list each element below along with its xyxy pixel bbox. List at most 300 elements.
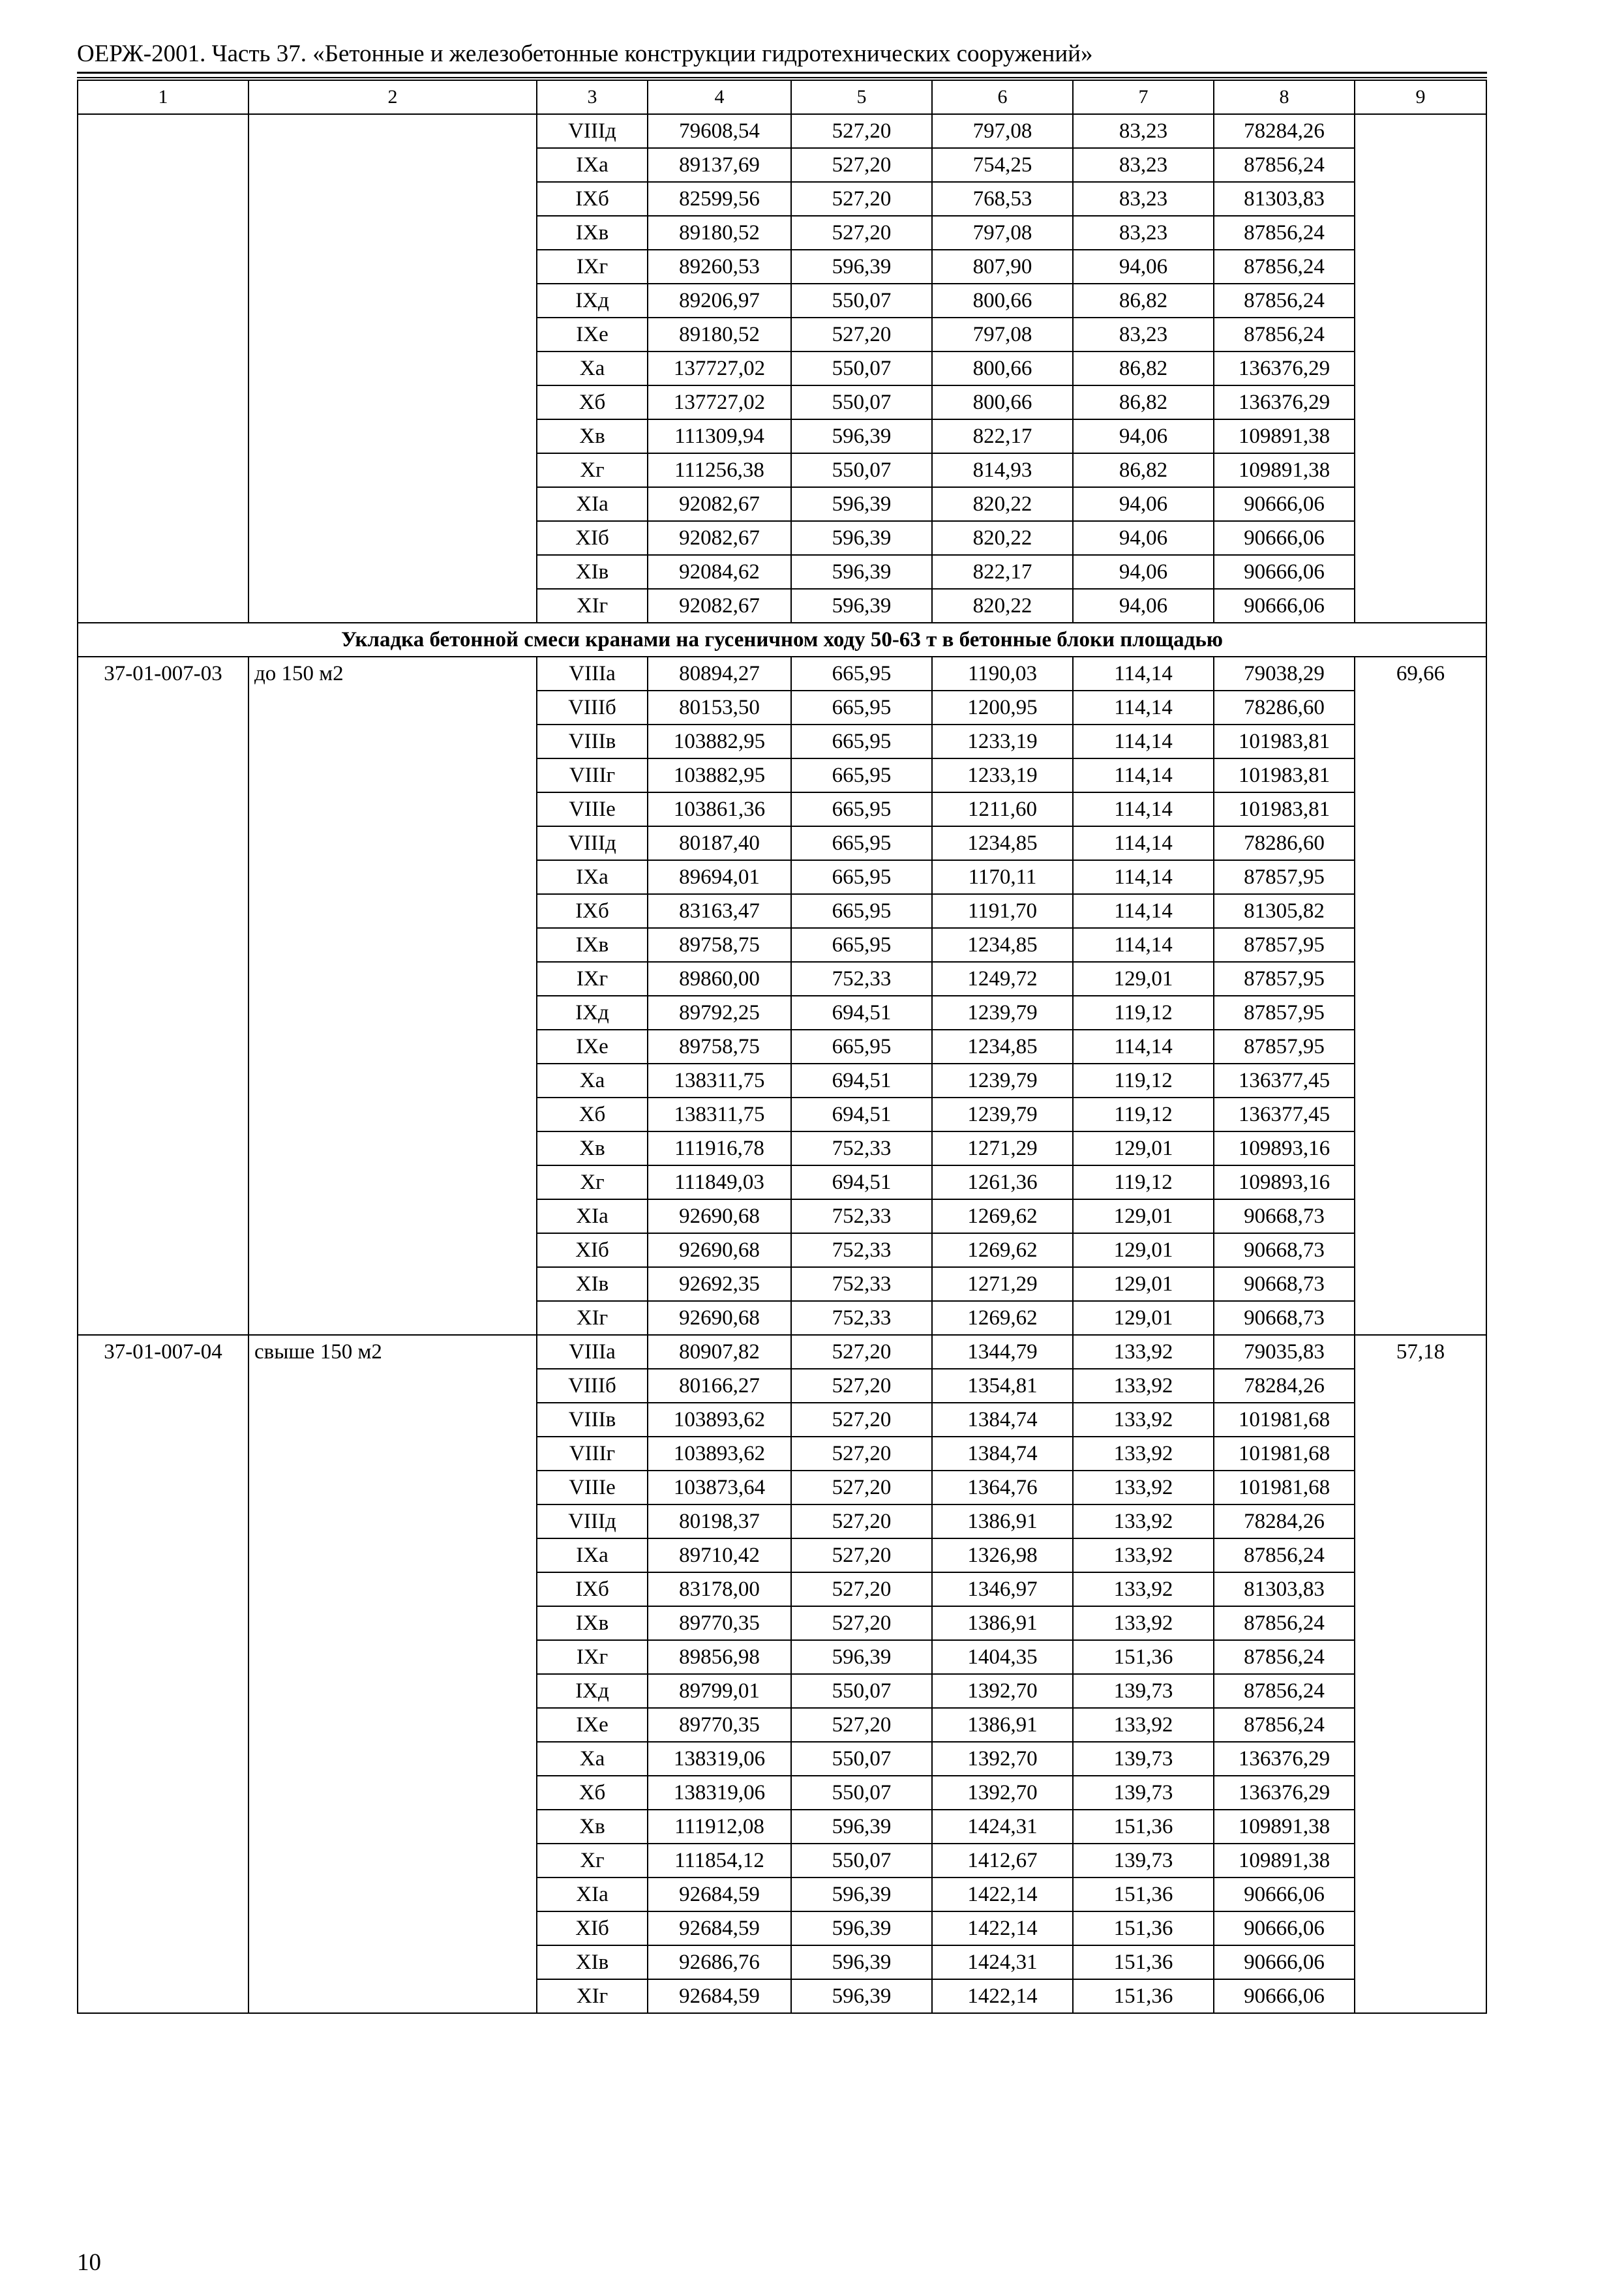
code-cell: 37-01-007-04 <box>78 1335 248 2013</box>
code-cell: 37-01-007-03 <box>78 657 248 1335</box>
col8-cell: 78284,26 <box>1214 114 1355 148</box>
class-cell: VIIIа <box>537 657 648 691</box>
col4-cell: 92684,59 <box>648 1911 791 1945</box>
col7-cell: 129,01 <box>1073 962 1214 996</box>
col5-cell: 694,51 <box>791 1165 932 1199</box>
col4-cell: 89799,01 <box>648 1674 791 1708</box>
class-cell: IXг <box>537 250 648 284</box>
col7-cell: 83,23 <box>1073 114 1214 148</box>
col6-cell: 1239,79 <box>932 1064 1073 1098</box>
col6-cell: 1404,35 <box>932 1640 1073 1674</box>
col6-cell: 754,25 <box>932 148 1073 182</box>
col8-cell: 87856,24 <box>1214 250 1355 284</box>
col8-cell: 109891,38 <box>1214 453 1355 487</box>
column-numbers-row <box>78 80 1486 114</box>
col5-cell: 596,39 <box>791 1979 932 2013</box>
col8-cell: 109891,38 <box>1214 1844 1355 1878</box>
class-cell: Xб <box>537 1098 648 1131</box>
col7-cell: 114,14 <box>1073 725 1214 758</box>
col7-cell: 133,92 <box>1073 1403 1214 1437</box>
col6-cell: 1190,03 <box>932 657 1073 691</box>
class-cell: XIг <box>537 1301 648 1335</box>
col8-cell: 109893,16 <box>1214 1131 1355 1165</box>
price-table <box>77 80 1487 2014</box>
col6-cell: 822,17 <box>932 555 1073 589</box>
col5-cell: 665,95 <box>791 792 932 826</box>
name-cell: до 150 м2 <box>248 657 537 1335</box>
col7-cell: 151,36 <box>1073 1979 1214 2013</box>
col8-cell: 87857,95 <box>1214 928 1355 962</box>
col4-cell: 92684,59 <box>648 1979 791 2013</box>
class-cell: IXв <box>537 216 648 250</box>
col6-cell: 1234,85 <box>932 826 1073 860</box>
col6-cell: 1392,70 <box>932 1674 1073 1708</box>
class-cell: IXа <box>537 148 648 182</box>
col8-cell: 78286,60 <box>1214 826 1355 860</box>
col7-cell: 83,23 <box>1073 318 1214 352</box>
col6-cell: 822,17 <box>932 419 1073 453</box>
class-cell: Xб <box>537 1776 648 1810</box>
col7-cell: 151,36 <box>1073 1878 1214 1911</box>
col5-cell: 665,95 <box>791 725 932 758</box>
col7-cell: 83,23 <box>1073 182 1214 216</box>
col6-cell: 800,66 <box>932 352 1073 385</box>
col6-cell: 1384,74 <box>932 1437 1073 1471</box>
col6-cell: 1392,70 <box>932 1776 1073 1810</box>
col8-cell: 136376,29 <box>1214 1742 1355 1776</box>
col5-cell: 596,39 <box>791 1640 932 1674</box>
col8-cell: 136376,29 <box>1214 385 1355 419</box>
col5-cell: 550,07 <box>791 284 932 318</box>
col7-cell: 129,01 <box>1073 1301 1214 1335</box>
col5-cell: 596,39 <box>791 1911 932 1945</box>
class-cell: Xг <box>537 1844 648 1878</box>
col5-cell: 596,39 <box>791 419 932 453</box>
col5-cell: 527,20 <box>791 1504 932 1538</box>
col4-cell: 82599,56 <box>648 182 791 216</box>
col6-cell: 1249,72 <box>932 962 1073 996</box>
col7-cell: 114,14 <box>1073 1030 1214 1064</box>
class-cell: IXб <box>537 182 648 216</box>
col5-cell: 596,39 <box>791 1878 932 1911</box>
col7-cell: 94,06 <box>1073 521 1214 555</box>
col8-cell: 90668,73 <box>1214 1301 1355 1335</box>
col6-cell: 800,66 <box>932 284 1073 318</box>
col4-cell: 103873,64 <box>648 1471 791 1504</box>
col5-cell: 596,39 <box>791 555 932 589</box>
col7-cell: 129,01 <box>1073 1199 1214 1233</box>
col4-cell: 89694,01 <box>648 860 791 894</box>
col5-cell: 596,39 <box>791 1945 932 1979</box>
col6-cell: 1326,98 <box>932 1538 1073 1572</box>
col7-cell: 94,06 <box>1073 487 1214 521</box>
col8-cell: 81303,83 <box>1214 182 1355 216</box>
col7-cell: 114,14 <box>1073 691 1214 725</box>
col8-cell: 87857,95 <box>1214 962 1355 996</box>
col7-cell: 114,14 <box>1073 657 1214 691</box>
col6-cell: 807,90 <box>932 250 1073 284</box>
col8-cell: 87856,24 <box>1214 148 1355 182</box>
col7-cell: 114,14 <box>1073 860 1214 894</box>
col4-cell: 89260,53 <box>648 250 791 284</box>
col4-cell: 80153,50 <box>648 691 791 725</box>
col6-cell: 1344,79 <box>932 1335 1073 1369</box>
col8-cell: 78286,60 <box>1214 691 1355 725</box>
col8-cell: 87856,24 <box>1214 216 1355 250</box>
col6-cell: 1422,14 <box>932 1911 1073 1945</box>
col5-cell: 694,51 <box>791 1098 932 1131</box>
col6-cell: 1269,62 <box>932 1301 1073 1335</box>
col4-cell: 138311,75 <box>648 1064 791 1098</box>
col4-cell: 92690,68 <box>648 1199 791 1233</box>
col8-cell: 101983,81 <box>1214 792 1355 826</box>
col4-cell: 111916,78 <box>648 1131 791 1165</box>
column-number-cell: 8 <box>1214 80 1355 114</box>
col8-cell: 109893,16 <box>1214 1165 1355 1199</box>
class-cell: XIв <box>537 1945 648 1979</box>
col6-cell: 1191,70 <box>932 894 1073 928</box>
col5-cell: 550,07 <box>791 1674 932 1708</box>
class-cell: VIIIб <box>537 691 648 725</box>
column-number-cell: 5 <box>791 80 932 114</box>
col6-cell: 797,08 <box>932 318 1073 352</box>
column-number-cell: 9 <box>1355 80 1486 114</box>
document-header-title: ОЕРЖ-2001. Часть 37. «Бетонные и железобетонные конструкции гидротехнических сооружений» <box>77 40 1093 67</box>
class-cell: IXб <box>537 1572 648 1606</box>
col7-cell: 114,14 <box>1073 758 1214 792</box>
col4-cell: 111854,12 <box>648 1844 791 1878</box>
class-cell: Xг <box>537 1165 648 1199</box>
col4-cell: 137727,02 <box>648 352 791 385</box>
class-cell: Xв <box>537 1131 648 1165</box>
col5-cell: 694,51 <box>791 996 932 1030</box>
class-cell: IXе <box>537 1708 648 1742</box>
col8-cell: 136377,45 <box>1214 1098 1355 1131</box>
header-rule <box>77 72 1487 74</box>
class-cell: VIIIд <box>537 826 648 860</box>
class-cell: Xа <box>537 352 648 385</box>
col6-cell: 797,08 <box>932 114 1073 148</box>
col8-cell: 87856,24 <box>1214 1674 1355 1708</box>
col6-cell: 1364,76 <box>932 1471 1073 1504</box>
col8-cell: 90666,06 <box>1214 521 1355 555</box>
col4-cell: 92686,76 <box>648 1945 791 1979</box>
col5-cell: 527,20 <box>791 1403 932 1437</box>
col6-cell: 1261,36 <box>932 1165 1073 1199</box>
col7-cell: 119,12 <box>1073 1165 1214 1199</box>
col6-cell: 1234,85 <box>932 1030 1073 1064</box>
col6-cell: 1269,62 <box>932 1233 1073 1267</box>
col4-cell: 138319,06 <box>648 1742 791 1776</box>
col5-cell: 752,33 <box>791 1233 932 1267</box>
col7-cell: 119,12 <box>1073 996 1214 1030</box>
col6-cell: 1239,79 <box>932 996 1073 1030</box>
col5-cell: 527,20 <box>791 1471 932 1504</box>
col4-cell: 89770,35 <box>648 1708 791 1742</box>
col8-cell: 87857,95 <box>1214 996 1355 1030</box>
col4-cell: 137727,02 <box>648 385 791 419</box>
col5-cell: 527,20 <box>791 1606 932 1640</box>
col6-cell: 1346,97 <box>932 1572 1073 1606</box>
code-cell <box>78 114 248 623</box>
col7-cell: 133,92 <box>1073 1538 1214 1572</box>
col8-cell: 87856,24 <box>1214 1606 1355 1640</box>
col5-cell: 752,33 <box>791 1199 932 1233</box>
class-cell: Xг <box>537 453 648 487</box>
col4-cell: 111849,03 <box>648 1165 791 1199</box>
class-cell: IXб <box>537 894 648 928</box>
class-cell: XIб <box>537 1233 648 1267</box>
col4-cell: 89206,97 <box>648 284 791 318</box>
col4-cell: 92684,59 <box>648 1878 791 1911</box>
col7-cell: 86,82 <box>1073 453 1214 487</box>
col6-cell: 1211,60 <box>932 792 1073 826</box>
col7-cell: 133,92 <box>1073 1471 1214 1504</box>
col4-cell: 138311,75 <box>648 1098 791 1131</box>
page-number: 10 <box>77 2249 101 2276</box>
class-cell: IXд <box>537 1674 648 1708</box>
col4-cell: 92692,35 <box>648 1267 791 1301</box>
col5-cell: 596,39 <box>791 250 932 284</box>
col7-cell: 83,23 <box>1073 216 1214 250</box>
col8-cell: 79038,29 <box>1214 657 1355 691</box>
col8-cell: 136376,29 <box>1214 1776 1355 1810</box>
col7-cell: 114,14 <box>1073 894 1214 928</box>
col7-cell: 119,12 <box>1073 1064 1214 1098</box>
class-cell: XIв <box>537 555 648 589</box>
col6-cell: 1233,19 <box>932 725 1073 758</box>
col7-cell: 133,92 <box>1073 1369 1214 1403</box>
class-cell: XIг <box>537 589 648 623</box>
col5-cell: 596,39 <box>791 521 932 555</box>
col8-cell: 79035,83 <box>1214 1335 1355 1369</box>
col5-cell: 665,95 <box>791 860 932 894</box>
col6-cell: 1233,19 <box>932 758 1073 792</box>
col4-cell: 92690,68 <box>648 1233 791 1267</box>
col4-cell: 79608,54 <box>648 114 791 148</box>
col8-cell: 101981,68 <box>1214 1471 1355 1504</box>
col8-cell: 101981,68 <box>1214 1437 1355 1471</box>
col7-cell: 151,36 <box>1073 1945 1214 1979</box>
col4-cell: 92082,67 <box>648 589 791 623</box>
col5-cell: 527,20 <box>791 1335 932 1369</box>
col8-cell: 90666,06 <box>1214 589 1355 623</box>
col4-cell: 103882,95 <box>648 725 791 758</box>
col7-cell: 114,14 <box>1073 792 1214 826</box>
col8-cell: 87857,95 <box>1214 860 1355 894</box>
col5-cell: 752,33 <box>791 962 932 996</box>
col6-cell: 768,53 <box>932 182 1073 216</box>
class-cell: VIIIд <box>537 114 648 148</box>
col6-cell: 1386,91 <box>932 1606 1073 1640</box>
col5-cell: 527,20 <box>791 114 932 148</box>
column-number-cell: 4 <box>648 80 791 114</box>
col6-cell: 1269,62 <box>932 1199 1073 1233</box>
class-cell: XIа <box>537 487 648 521</box>
col5-cell: 665,95 <box>791 928 932 962</box>
col9-cell <box>1355 114 1486 623</box>
col4-cell: 80907,82 <box>648 1335 791 1369</box>
col8-cell: 101981,68 <box>1214 1403 1355 1437</box>
col6-cell: 1354,81 <box>932 1369 1073 1403</box>
class-cell: Xв <box>537 1810 648 1844</box>
col8-cell: 81305,82 <box>1214 894 1355 928</box>
col7-cell: 114,14 <box>1073 826 1214 860</box>
col4-cell: 111309,94 <box>648 419 791 453</box>
col7-cell: 139,73 <box>1073 1776 1214 1810</box>
col4-cell: 80894,27 <box>648 657 791 691</box>
class-cell: IXе <box>537 1030 648 1064</box>
col8-cell: 136376,29 <box>1214 352 1355 385</box>
col8-cell: 90666,06 <box>1214 487 1355 521</box>
class-cell: IXв <box>537 928 648 962</box>
col5-cell: 694,51 <box>791 1064 932 1098</box>
column-number-cell: 3 <box>537 80 648 114</box>
col4-cell: 83163,47 <box>648 894 791 928</box>
col7-cell: 129,01 <box>1073 1233 1214 1267</box>
class-cell: IXа <box>537 860 648 894</box>
class-cell: IXд <box>537 284 648 318</box>
class-cell: XIв <box>537 1267 648 1301</box>
col5-cell: 665,95 <box>791 691 932 725</box>
column-number-cell: 7 <box>1073 80 1214 114</box>
col8-cell: 81303,83 <box>1214 1572 1355 1606</box>
col6-cell: 797,08 <box>932 216 1073 250</box>
col6-cell: 820,22 <box>932 487 1073 521</box>
col6-cell: 1424,31 <box>932 1945 1073 1979</box>
class-cell: VIIIг <box>537 1437 648 1471</box>
table-row <box>78 1335 1486 1369</box>
col8-cell: 90666,06 <box>1214 1945 1355 1979</box>
col4-cell: 92690,68 <box>648 1301 791 1335</box>
col4-cell: 92084,62 <box>648 555 791 589</box>
class-cell: IXг <box>537 1640 648 1674</box>
class-cell: XIа <box>537 1878 648 1911</box>
col7-cell: 151,36 <box>1073 1810 1214 1844</box>
column-number-cell: 2 <box>248 80 537 114</box>
class-cell: VIIIг <box>537 758 648 792</box>
class-cell: VIIIа <box>537 1335 648 1369</box>
table-row <box>78 657 1486 691</box>
col8-cell: 78284,26 <box>1214 1504 1355 1538</box>
col8-cell: 87856,24 <box>1214 1538 1355 1572</box>
col6-cell: 1271,29 <box>932 1131 1073 1165</box>
col5-cell: 596,39 <box>791 1810 932 1844</box>
col4-cell: 89856,98 <box>648 1640 791 1674</box>
name-cell <box>248 114 537 623</box>
col6-cell: 820,22 <box>932 521 1073 555</box>
col5-cell: 527,20 <box>791 1437 932 1471</box>
col5-cell: 752,33 <box>791 1267 932 1301</box>
class-cell: Xв <box>537 419 648 453</box>
col7-cell: 114,14 <box>1073 928 1214 962</box>
col7-cell: 83,23 <box>1073 148 1214 182</box>
col8-cell: 90668,73 <box>1214 1267 1355 1301</box>
col4-cell: 80166,27 <box>648 1369 791 1403</box>
col4-cell: 89137,69 <box>648 148 791 182</box>
class-cell: XIб <box>537 521 648 555</box>
class-cell: VIIIб <box>537 1369 648 1403</box>
col6-cell: 1384,74 <box>932 1403 1073 1437</box>
col4-cell: 111256,38 <box>648 453 791 487</box>
col5-cell: 527,20 <box>791 148 932 182</box>
col6-cell: 1386,91 <box>932 1504 1073 1538</box>
col5-cell: 596,39 <box>791 487 932 521</box>
col7-cell: 129,01 <box>1073 1131 1214 1165</box>
class-cell: XIа <box>537 1199 648 1233</box>
col6-cell: 1200,95 <box>932 691 1073 725</box>
class-cell: VIIIе <box>537 1471 648 1504</box>
col5-cell: 752,33 <box>791 1301 932 1335</box>
col4-cell: 89710,42 <box>648 1538 791 1572</box>
class-cell: IXе <box>537 318 648 352</box>
class-cell: XIб <box>537 1911 648 1945</box>
col4-cell: 89758,75 <box>648 928 791 962</box>
col8-cell: 101983,81 <box>1214 758 1355 792</box>
col8-cell: 90666,06 <box>1214 1911 1355 1945</box>
col7-cell: 86,82 <box>1073 284 1214 318</box>
col5-cell: 527,20 <box>791 216 932 250</box>
col5-cell: 665,95 <box>791 826 932 860</box>
col7-cell: 86,82 <box>1073 385 1214 419</box>
class-cell: VIIIв <box>537 1403 648 1437</box>
col6-cell: 820,22 <box>932 589 1073 623</box>
class-cell: Xа <box>537 1064 648 1098</box>
col6-cell: 1170,11 <box>932 860 1073 894</box>
col6-cell: 1234,85 <box>932 928 1073 962</box>
col7-cell: 86,82 <box>1073 352 1214 385</box>
class-cell: XIг <box>537 1979 648 2013</box>
class-cell: VIIIд <box>537 1504 648 1538</box>
col6-cell: 1412,67 <box>932 1844 1073 1878</box>
col8-cell: 90666,06 <box>1214 1979 1355 2013</box>
col8-cell: 90668,73 <box>1214 1233 1355 1267</box>
col5-cell: 550,07 <box>791 352 932 385</box>
col5-cell: 665,95 <box>791 758 932 792</box>
col7-cell: 133,92 <box>1073 1437 1214 1471</box>
col5-cell: 527,20 <box>791 1369 932 1403</box>
col7-cell: 94,06 <box>1073 555 1214 589</box>
col7-cell: 119,12 <box>1073 1098 1214 1131</box>
col4-cell: 89180,52 <box>648 216 791 250</box>
col6-cell: 1271,29 <box>932 1267 1073 1301</box>
col5-cell: 665,95 <box>791 657 932 691</box>
col5-cell: 527,20 <box>791 318 932 352</box>
col5-cell: 752,33 <box>791 1131 932 1165</box>
col8-cell: 90666,06 <box>1214 1878 1355 1911</box>
col6-cell: 1422,14 <box>932 1979 1073 2013</box>
col6-cell: 1386,91 <box>932 1708 1073 1742</box>
col8-cell: 78284,26 <box>1214 1369 1355 1403</box>
class-cell: IXд <box>537 996 648 1030</box>
col4-cell: 89770,35 <box>648 1606 791 1640</box>
col7-cell: 151,36 <box>1073 1911 1214 1945</box>
column-number-cell: 6 <box>932 80 1073 114</box>
col4-cell: 103893,62 <box>648 1403 791 1437</box>
col8-cell: 87856,24 <box>1214 1708 1355 1742</box>
col8-cell: 136377,45 <box>1214 1064 1355 1098</box>
column-number-cell: 1 <box>78 80 248 114</box>
section-title: Укладка бетонной смеси кранами на гусеничном ходу 50-63 т в бетонные блоки площадью <box>78 623 1486 657</box>
col5-cell: 665,95 <box>791 1030 932 1064</box>
class-cell: IXв <box>537 1606 648 1640</box>
col7-cell: 133,92 <box>1073 1335 1214 1369</box>
class-cell: IXг <box>537 962 648 996</box>
col6-cell: 1422,14 <box>932 1878 1073 1911</box>
col7-cell: 139,73 <box>1073 1844 1214 1878</box>
col6-cell: 814,93 <box>932 453 1073 487</box>
col7-cell: 151,36 <box>1073 1640 1214 1674</box>
